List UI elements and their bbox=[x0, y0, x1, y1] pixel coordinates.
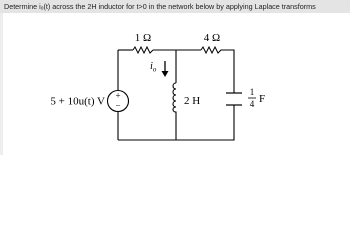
capacitor-label-denominator: 4 bbox=[249, 99, 255, 109]
wire-top-right bbox=[223, 50, 234, 93]
inductor-2h bbox=[173, 83, 176, 117]
capacitor-label-numerator: 1 bbox=[249, 87, 255, 97]
resistor-4ohm-label: 4 Ω bbox=[203, 32, 221, 44]
current-label: $i_o$ bbox=[150, 61, 157, 74]
resistor-1ohm-label: 1 Ω bbox=[134, 32, 152, 44]
source-plus: + bbox=[115, 90, 121, 101]
current-arrow-head bbox=[162, 71, 169, 77]
source-minus: − bbox=[115, 100, 121, 111]
resistor-1ohm bbox=[133, 47, 153, 53]
capacitor-label-unit: F bbox=[259, 93, 266, 105]
resistor-4ohm bbox=[201, 47, 223, 53]
question-text: Determine iₒ(t) across the 2H inductor for t>0 in the network below by applying Laplace transforms bbox=[0, 0, 350, 13]
inductor-label: 2 H bbox=[184, 95, 201, 107]
source-label: 5 + 10u(t) V bbox=[50, 95, 105, 108]
